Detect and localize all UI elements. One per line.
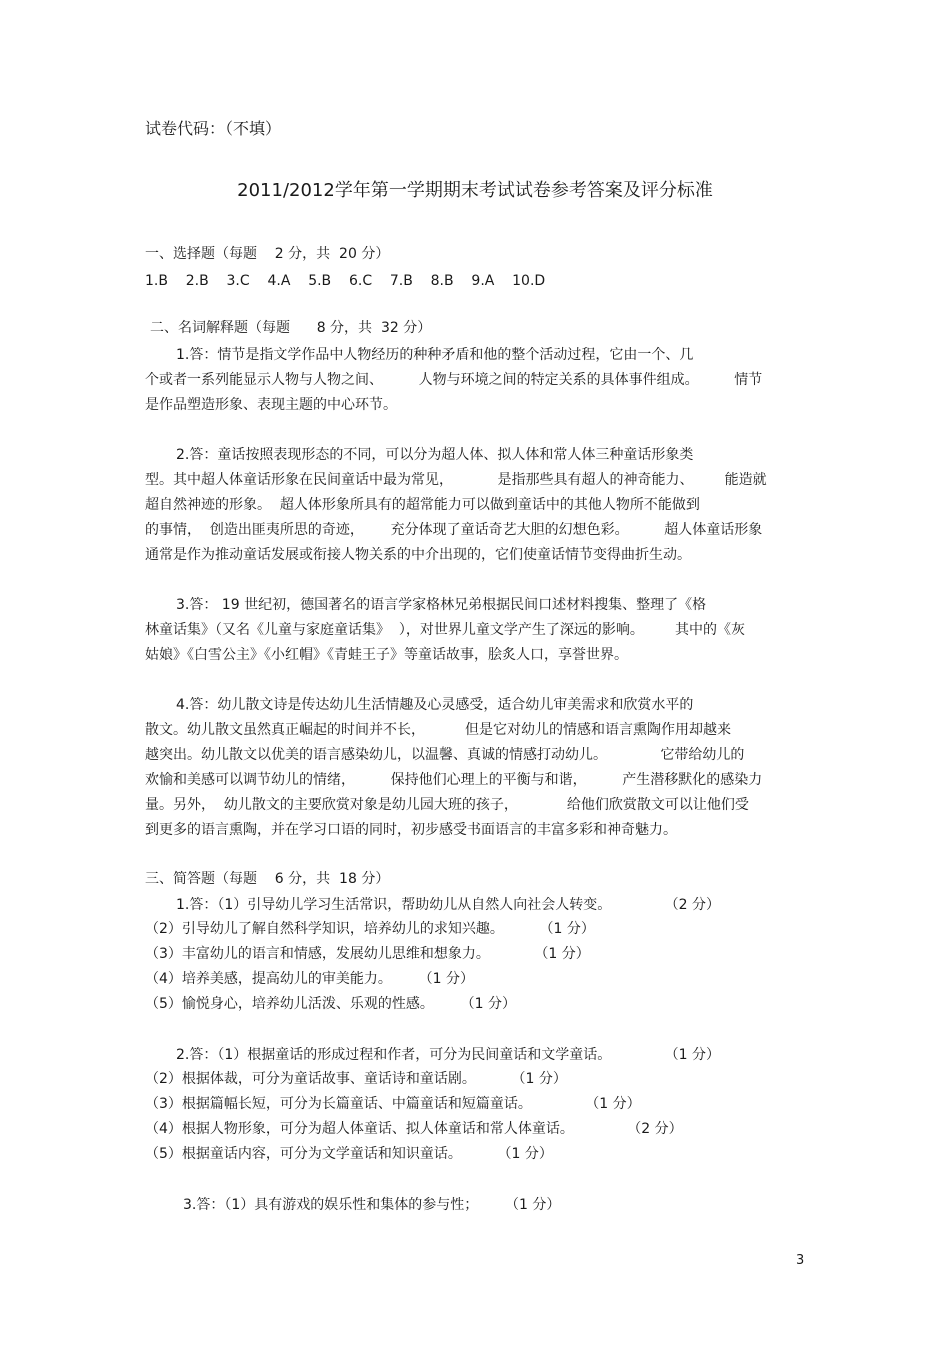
section2-q2-line: 型。其中超人体童话形象在民间童话中最为常见， 是指那些具有超人的神奇能力、 能造就	[145, 472, 767, 488]
section2-q4-line: 到更多的语言熏陶，并在学习口语的同时，初步感受书面语言的丰富多彩和神奇魅力。	[145, 822, 677, 838]
section3-q1-line: （3）丰富幼儿的语言和情感，发展幼儿思维和想象力。 （1 分）	[145, 946, 590, 962]
section2-q2-line: 超自然神迹的形象。 超人体形象所具有的超常能力可以做到童话中的其他人物所不能做到	[145, 497, 700, 513]
section3-q2-line: 2.答：（1）根据童话的形成过程和作者，可分为民间童话和文学童话。 （1 分）	[176, 1047, 721, 1063]
section3-q3-line: 3.答：（1）具有游戏的娱乐性和集体的参与性； （1 分）	[183, 1197, 561, 1213]
page-title: 2011/2012学年第一学期期末考试试卷参考答案及评分标准	[237, 180, 713, 201]
section3-q1-line: （5）愉悦身心，培养幼儿活泼、乐观的性感。 （1 分）	[145, 996, 516, 1012]
section2-q4-line: 量。另外， 幼儿散文的主要欣赏对象是幼儿园大班的孩子， 给他们欣赏散文可以让他们受	[145, 797, 749, 813]
section2-q3-line: 3.答： 19 世纪初，德国著名的语言学家格林兄弟根据民间口述材料搜集、整理了《格	[176, 597, 707, 613]
section2-q1-line: 个或者一系列能显示人物与人物之间、 人物与环境之间的特定关系的具体事件组成。 情节	[145, 372, 763, 388]
section2-q4-line: 4.答：幼儿散文诗是传达幼儿生活情趣及心灵感受，适合幼儿审美需求和欣赏水平的	[176, 697, 694, 713]
page-number: 3	[796, 1253, 805, 1268]
section1-heading: 一、选择题（每题 2 分，共 20 分）	[145, 246, 390, 262]
section3-q2-line: （5）根据童话内容，可分为文学童话和知识童话。 （1 分）	[145, 1146, 553, 1162]
section2-q1-line: 1.答：情节是指文学作品中人物经历的种种矛盾和他的整个活动过程，它由一个、几	[176, 347, 694, 363]
section2-q2-line: 2.答：童话按照表现形态的不同，可以分为超人体、拟人体和常人体三种童话形象类	[176, 447, 694, 463]
section2-q3-line: 姑娘》《白雪公主》《小红帽》《青蛙王子》等童话故事，脍炙人口，享誉世界。	[145, 647, 628, 663]
paper-code: 试卷代码：（不填）	[145, 119, 282, 138]
section1-answers: 1.B 2.B 3.C 4.A 5.B 6.C 7.B 8.B 9.A 10.D	[145, 273, 546, 289]
section2-q3-line: 林童话集》（又名《儿童与家庭童话集》 ），对世界儿童文学产生了深远的影响。 其中的《灰	[145, 622, 746, 638]
section3-q2-line: （4）根据人物形象，可分为超人体童话、拟人体童话和常人体童话。 （2 分）	[145, 1121, 683, 1137]
section2-q2-line: 的事情， 创造出匪夷所思的奇迹， 充分体现了童话奇艺大胆的幻想色彩。 超人体童话形象	[145, 522, 763, 538]
section3-q2-line: （2）根据体裁，可分为童话故事、童话诗和童话剧。 （1 分）	[145, 1071, 567, 1087]
section3-q1-line: （2）引导幼儿了解自然科学知识，培养幼儿的求知兴趣。 （1 分）	[145, 921, 595, 937]
section2-q4-line: 散文。幼儿散文虽然真正崛起的时间并不长， 但是它对幼儿的情感和语言熏陶作用却越来	[145, 722, 732, 738]
section2-q1-line: 是作品塑造形象、表现主题的中心环节。	[145, 397, 397, 413]
section2-q2-line: 通常是作为推动童话发展或衔接人物关系的中介出现的，它们使童话情节变得曲折生动。	[145, 547, 691, 563]
section3-heading: 三、简答题（每题 6 分，共 18 分）	[145, 871, 390, 887]
section2-q4-line: 越突出。幼儿散文以优美的语言感染幼儿，以温馨、真诚的情感打动幼儿。 它带给幼儿的	[145, 747, 745, 763]
section2-q4-line: 欢愉和美感可以调节幼儿的情绪， 保持他们心理上的平衡与和谐， 产生潜移默化的感染力	[145, 772, 763, 788]
section3-q2-line: （3）根据篇幅长短，可分为长篇童话、中篇童话和短篇童话。 （1 分）	[145, 1096, 641, 1112]
section2-heading: 二、名词解释题（每题 8 分，共 32 分）	[150, 320, 432, 336]
section3-q1-line: （4）培养美感，提高幼儿的审美能力。 （1 分）	[145, 971, 474, 987]
section3-q1-line: 1.答：（1）引导幼儿学习生活常识，帮助幼儿从自然人向社会人转变。 （2 分）	[176, 897, 721, 913]
